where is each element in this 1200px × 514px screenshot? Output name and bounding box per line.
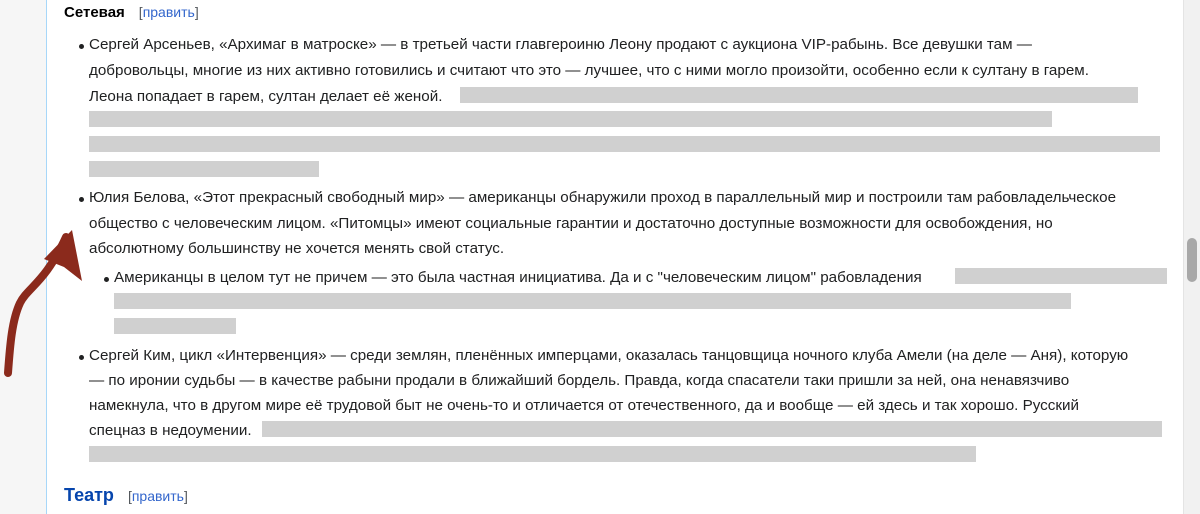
next-section-edit: [править]	[127, 488, 188, 504]
section-heading-network	[64, 4, 199, 21]
spoiler-redaction[interactable]	[89, 161, 319, 177]
annotation-arrow-icon	[0, 225, 90, 385]
item-3-line-4: спецназ в недоумении.	[89, 422, 252, 439]
item-1-line-2: добровольцы, многие из них активно готовились и считают что это — лучшее, что с ними могло произойти, особенно если к султану в гарем.	[89, 62, 1089, 79]
scrollbar-thumb[interactable]	[1187, 238, 1197, 282]
spoiler-redaction[interactable]	[460, 87, 1138, 103]
spoiler-redaction[interactable]	[114, 293, 1071, 309]
section-heading-theatre	[64, 485, 188, 506]
scrollbar[interactable]	[1183, 0, 1200, 514]
bullet-icon	[79, 197, 84, 202]
item-3-line-1: Сергей Ким, цикл «Интервенция» — среди землян, пленённых имперцами, оказалась танцовщица ночного клуба Амели (на деле — Аня), которую	[89, 347, 1129, 364]
sub-bullet-icon	[104, 277, 109, 282]
item-1-line-3: Леона попадает в гарем, султан делает её женой.	[89, 88, 443, 105]
item-1-line-1: Сергей Арсеньев, «Архимаг в матроске» — в третьей части главгероиню Леону продают с аукциона VIP-рабынь. Все девушки там —	[89, 36, 1032, 53]
item-2-sub-line: Американцы в целом тут не причем — это была частная инициатива. Да и с "человеческим лицом" рабовладения	[114, 269, 922, 286]
item-2-line-2: общество с человеческим лицом. «Питомцы» имеют социальные гарантии и достаточно доступные возможности для освобождения, но	[89, 215, 1053, 232]
section-edit: [править]	[138, 4, 199, 20]
edit-link[interactable]: править	[142, 4, 195, 20]
spoiler-redaction[interactable]	[89, 136, 1160, 152]
spoiler-redaction[interactable]	[262, 421, 1162, 437]
item-3-line-3: намекнула, что в другом мире её трудовой быт не очень-то и отличается от отечественного, да и вообще — ей здесь и так хорошо. Русский	[89, 397, 1079, 414]
edit-link[interactable]: править	[131, 488, 184, 504]
section-title: Сетевая	[64, 4, 125, 21]
spoiler-redaction[interactable]	[89, 111, 1052, 127]
item-3-line-2: — по иронии судьбы — в качестве рабыни продали в ближайший бордель. Правда, когда спасатели таки пришли за ней, она ненавязчиво	[89, 372, 1070, 389]
spoiler-redaction[interactable]	[89, 446, 976, 462]
spoiler-redaction[interactable]	[114, 318, 236, 334]
bullet-icon	[79, 44, 84, 49]
spoiler-redaction[interactable]	[955, 268, 1167, 284]
item-2-line-1: Юлия Белова, «Этот прекрасный свободный мир» — американцы обнаружили проход в параллельный мир и построили там рабовладельческое	[89, 189, 1117, 206]
item-2-line-3: абсолютному большинству не хочется менять свой статус.	[89, 240, 505, 257]
next-section-title: Театр	[64, 485, 114, 505]
